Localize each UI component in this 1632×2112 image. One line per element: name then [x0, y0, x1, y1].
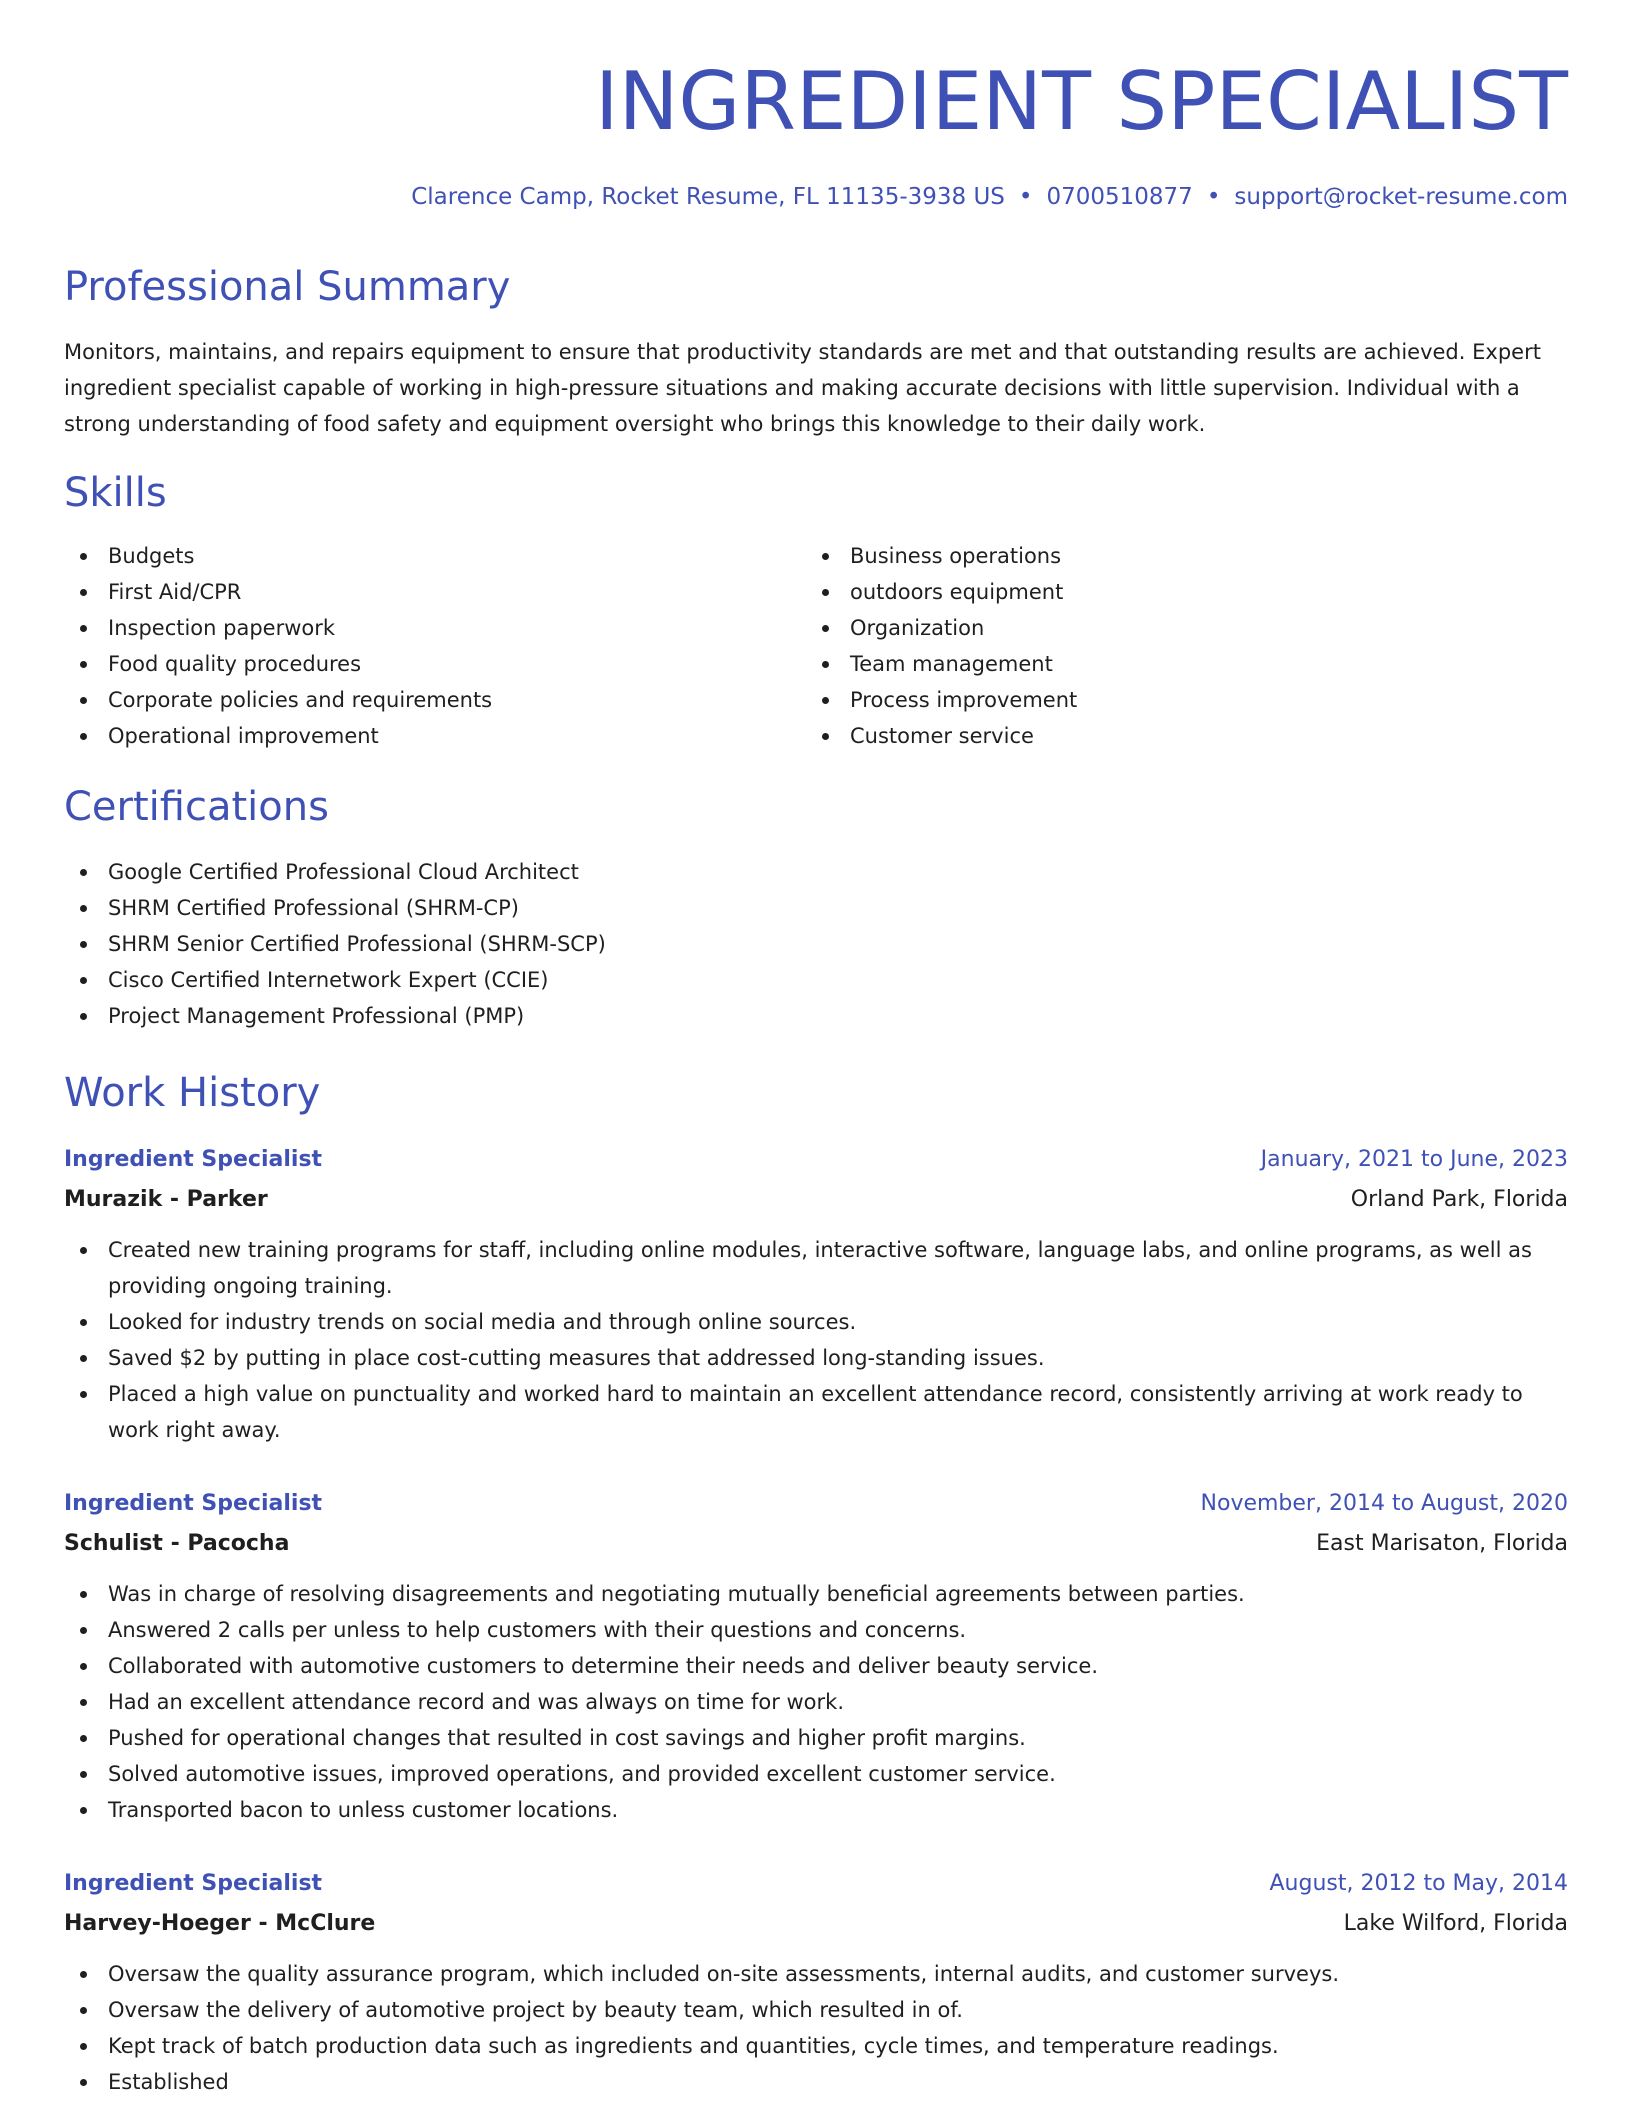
job-entry [64, 1140, 1568, 1448]
list-item: Google Certified Professional Cloud Architect [64, 854, 1568, 890]
job-header [64, 1864, 1568, 1904]
job-entry [64, 1484, 1568, 1828]
skills-list-left [64, 538, 804, 754]
list-item: Operational improvement [64, 718, 804, 754]
list-item: Corporate policies and requirements [64, 682, 804, 718]
list-item: Saved $2 by putting in place cost-cutting measures that addressed long-standing issues. [64, 1340, 1568, 1376]
list-item: Oversaw the quality assurance program, which included on-site assessments, internal audits, and customer surveys. [64, 1956, 1568, 1992]
list-item: Business operations [806, 538, 1546, 574]
work-history-heading: Work History [64, 1070, 321, 1116]
contact-email[interactable]: support@rocket-resume.com [1234, 184, 1568, 210]
list-item: Was in charge of resolving disagreements and negotiating mutually beneficial agreements between parties. [64, 1576, 1568, 1612]
list-item: Transported bacon to unless customer locations. [64, 1792, 1568, 1828]
job-dates: January, 2021 to June, 2023 [1260, 1147, 1568, 1172]
summary-heading: Professional Summary [64, 264, 511, 310]
contact-phone: 0700510877 [1046, 184, 1193, 210]
job-location: Orland Park, Florida [1350, 1187, 1568, 1212]
list-item: Pushed for operational changes that resulted in cost savings and higher profit margins. [64, 1720, 1568, 1756]
skills-list-right [806, 538, 1546, 754]
job-bullets [64, 1232, 1568, 1448]
contact-address: Clarence Camp, Rocket Resume, FL 11135-3938 US [411, 184, 1005, 210]
contact-separator: • [1206, 184, 1221, 210]
job-header [64, 1140, 1568, 1180]
list-item: Process improvement [806, 682, 1546, 718]
resume-name: INGREDIENT SPECIALIST [594, 55, 1568, 148]
list-item: Budgets [64, 538, 804, 574]
job-title: Ingredient Specialist [64, 1491, 323, 1516]
job-header [64, 1484, 1568, 1524]
job-location: East Marisaton, Florida [1316, 1531, 1568, 1556]
list-item: Had an excellent attendance record and was always on time for work. [64, 1684, 1568, 1720]
certifications-heading: Certifications [64, 784, 329, 830]
job-dates: November, 2014 to August, 2020 [1200, 1491, 1568, 1516]
job-subheader [64, 1524, 1568, 1564]
list-item: Solved automotive issues, improved operations, and provided excellent customer service. [64, 1756, 1568, 1792]
list-item: Kept track of batch production data such as ingredients and quantities, cycle times, and temperature readings. [64, 2028, 1568, 2064]
job-company: Harvey-Hoeger - McClure [64, 1911, 376, 1936]
list-item: SHRM Certified Professional (SHRM-CP) [64, 890, 1568, 926]
job-company: Murazik - Parker [64, 1187, 268, 1212]
list-item: outdoors equipment [806, 574, 1546, 610]
list-item: Project Management Professional (PMP) [64, 998, 1568, 1034]
job-subheader [64, 1180, 1568, 1220]
contact-separator: • [1018, 184, 1033, 210]
summary-text: Monitors, maintains, and repairs equipment to ensure that productivity standards are met and that outstanding results are achieved. Expert ingredient specialist capable of working in high-pressure situations and making accurate decisions with little supervision. Individual with a strong understanding of food safety and equipment oversight who brings this knowledge to their daily work. [64, 340, 1541, 436]
list-item: Answered 2 calls per unless to help customers with their questions and concerns. [64, 1612, 1568, 1648]
list-item: Team management [806, 646, 1546, 682]
list-item: Customer service [806, 718, 1546, 754]
job-subheader [64, 1904, 1568, 1944]
list-item: Collaborated with automotive customers to determine their needs and deliver beauty service. [64, 1648, 1568, 1684]
list-item: Inspection paperwork [64, 610, 804, 646]
job-dates: August, 2012 to May, 2014 [1269, 1871, 1568, 1896]
list-item: Created new training programs for staff, including online modules, interactive software, language labs, and online programs, as well as providing ongoing training. [64, 1232, 1568, 1304]
list-item: SHRM Senior Certified Professional (SHRM-SCP) [64, 926, 1568, 962]
list-item: Organization [806, 610, 1546, 646]
job-entry [64, 1864, 1568, 2100]
job-location: Lake Wilford, Florida [1343, 1911, 1568, 1936]
job-title: Ingredient Specialist [64, 1871, 323, 1896]
job-title: Ingredient Specialist [64, 1147, 323, 1172]
job-bullets [64, 1576, 1568, 1828]
skills-heading: Skills [64, 470, 167, 516]
list-item: Established [64, 2064, 1568, 2100]
certifications-list [64, 854, 1568, 1034]
contact-line [411, 180, 1568, 214]
list-item: Placed a high value on punctuality and worked hard to maintain an excellent attendance record, consistently arriving at work ready to work right away. [64, 1376, 1568, 1448]
list-item: Oversaw the delivery of automotive project by beauty team, which resulted in of. [64, 1992, 1568, 2028]
job-company: Schulist - Pacocha [64, 1531, 290, 1556]
list-item: First Aid/CPR [64, 574, 804, 610]
list-item: Looked for industry trends on social media and through online sources. [64, 1304, 1568, 1340]
list-item: Food quality procedures [64, 646, 804, 682]
job-bullets [64, 1956, 1568, 2100]
list-item: Cisco Certified Internetwork Expert (CCIE) [64, 962, 1568, 998]
